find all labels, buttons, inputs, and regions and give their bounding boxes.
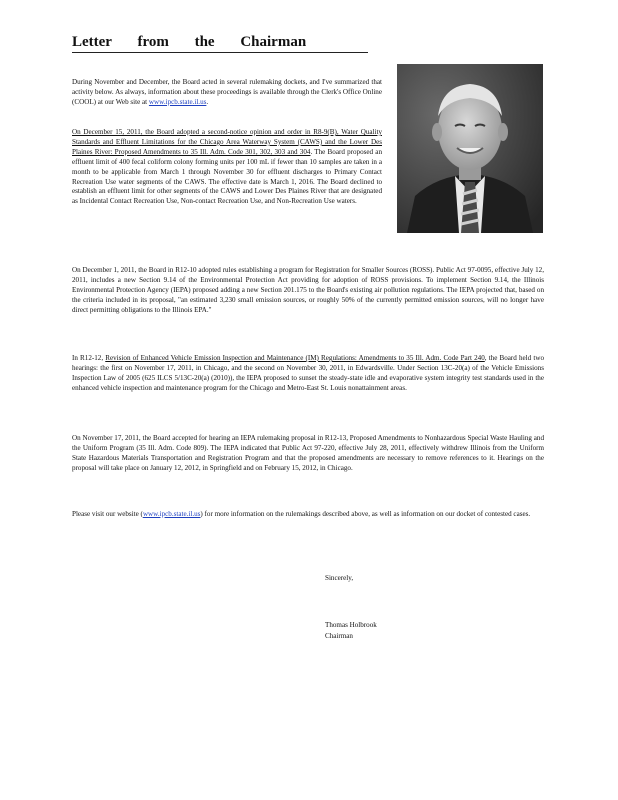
ross-text: On December 1, 2011, the Board in R12-10 adopted rules establishing a program for Registration for Smaller Sources (ROSS). Public Act 97-0095, effective July 12, 2011, includes a new Section 9.14 of the Environmental Protection Act providing for adoption of ROSS provisions. To implement Section 9.14, the Illinois Environmental Protection Agency (IEPA) proposed adding a new Section 201.175 to the Board's existing air pollution regulations. The IEPA projected that, based on the criteria included in its proposal, "an estimated 3,230 small emission sources, or roughly 50% of the currently permitted emission sources, will no longer have direct permitting obligations to the Illinois EPA." xyxy=(72,266,544,314)
signer-name: Thomas Holbrook xyxy=(325,621,377,629)
paragraph-vehicle-emissions xyxy=(72,354,544,394)
website-intro: Please visit our website ( xyxy=(72,510,143,518)
closing: Sincerely, xyxy=(325,574,354,582)
website-link-2[interactable]: www.ipcb.state.il.us xyxy=(142,510,201,518)
vehicle-intro: In R12-12, xyxy=(72,354,106,362)
caws-text: . The Board proposed an effluent limit of 400 fecal coliform colony forming units per 100 mL if fewer than 10 samples are taken in a month to be applicable from March 1 through November 30 for effluent discharges to Primary Contact Recreation Use water segments of the CAWS. The effective date is March 1, 2016. The Board declined to establish an effluent limit for other segments of the CAWS and Lower Des Plaines River that are designated as Incidental Contact Recreation Use, Non-contact Recreation Use, and Non-Recreation Use waters. xyxy=(72,147,383,206)
paragraph-ross xyxy=(72,266,544,316)
paragraph-caws xyxy=(72,128,382,207)
website-link[interactable]: www.ipcb.state.il.us xyxy=(148,97,207,106)
signer-title: Chairman xyxy=(325,632,353,640)
paragraph-intro xyxy=(72,78,382,108)
portrait-image xyxy=(397,64,543,233)
intro-text: During November and December, the Board acted in several rulemaking dockets, and I've summarized that activity below. As always, information about these proceedings is available through the Clerk's Office Online (COOL) at our Web site at xyxy=(72,78,382,106)
letter-title: Letter from the Chairman xyxy=(72,33,368,53)
website-text: ) for more information on the rulemakings described above, as well as information on our docket of contested cases. xyxy=(200,510,531,518)
special-waste-text: On November 17, 2011, the Board accepted for hearing an IEPA rulemaking proposal in R12-13, Proposed Amendments to Nonhazardous Special Waste Hauling and the Uniform Program (35 Ill. Adm. Code 809). The IEPA indicated that Public Act 97-220, effective July 28, 2011, effectively withdrew Illinois from the Uniform State Hazardous Materials Transportation and Registration Program and that the proposed amendments are necessary to remove references to it. Hearings on the proposal will take place on January 12, 2012, in Springfield and on February 15, 2012, in Chicago. xyxy=(72,434,544,472)
chairman-portrait-photo xyxy=(397,64,543,233)
vehicle-rulemaking-title: Revision of Enhanced Vehicle Emission Inspection and Maintenance (IM) Regulations: Amendments to 35 Ill. Adm. Code Part 240 xyxy=(105,354,485,362)
paragraph-website xyxy=(72,510,544,520)
intro-end: . xyxy=(206,97,209,106)
caws-rulemaking-title: On December 15, 2011, the Board adopted a second-notice opinion and order in R8-9(B), Water Quality Standards and Effluent Limitations for the Chicago Area Waterway System (CAWS) and the Lower Des Plaines River: Proposed Amendments to 35 Ill. Adm. Code 301, 302, 303 and 304 xyxy=(72,128,382,156)
vehicle-text: , the Board held two hearings: the first on November 17, 2011, in Chicago, and the second on November 30, 2011, in Edwardsville. Under Section 13C-20(a) of the Vehicle Emissions Inspection Law of 2005 (625 ILCS 5/13C-20(a) (2010)), the IEPA proposed to sunset the steady-state idle and evaporative system integrity test standards used in the enhanced vehicle inspection and maintenance program for the Chicago and Metro-East St. Louis nonattainment areas. xyxy=(72,354,544,392)
paragraph-special-waste xyxy=(72,434,544,474)
